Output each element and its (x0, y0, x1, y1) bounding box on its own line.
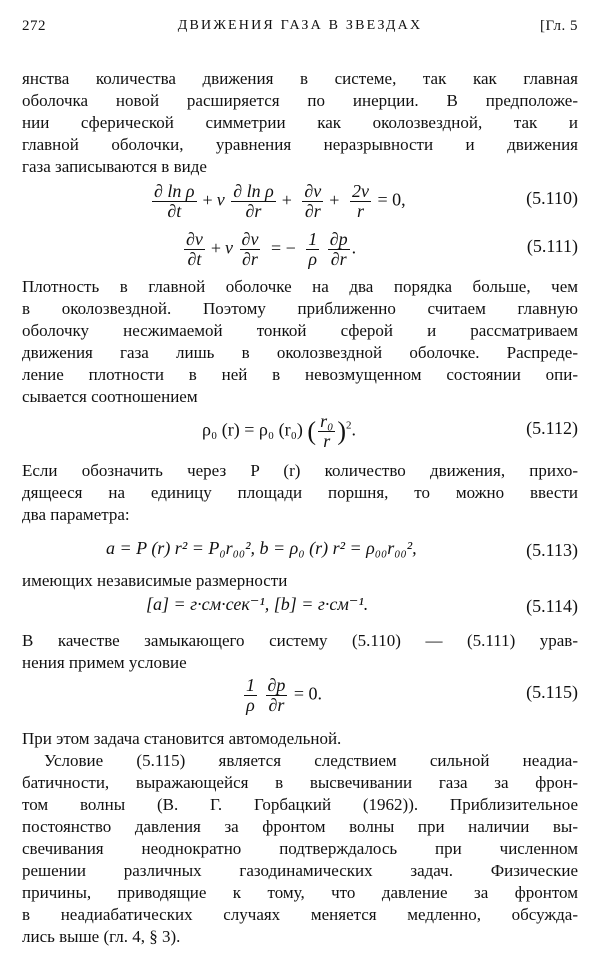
equation-number: (5.110) (526, 188, 578, 208)
text-line: имеющих независимые размерности (22, 571, 288, 590)
equation-5-112 (22, 408, 578, 450)
running-title: ДВИЖЕНИЯ ГАЗА В ЗВЕЗДАХ (177, 18, 423, 33)
text-line: главной оболочки, уравнения неразрывности и движения (22, 135, 578, 154)
fraction: $\frac{1}{\rho}$ (308, 229, 318, 269)
fraction: $\frac{\text{∂ ln ρ}}{\partial r}$ (233, 181, 274, 221)
fraction: $\frac{\partial v}{\partial r}$ (304, 181, 322, 221)
equation-number: (5.111) (526, 236, 578, 256)
text-line: постоянство давления за фронтом волны при наличии вы- (22, 817, 578, 836)
equation-5-115 (22, 672, 578, 714)
fraction: $\frac{\partial p}{\partial r}$ (329, 229, 348, 269)
text-line: причины, приводящие к тому, что давление за фронтом (22, 883, 578, 902)
text-line: два параметра: (22, 505, 130, 524)
text-line: Плотность в главной оболочке на два порядка больше, чем (22, 277, 578, 296)
paragraph-parameters (22, 460, 578, 526)
text-line: лись выше (гл. 4, § 3). (22, 927, 181, 946)
page-header (22, 18, 578, 46)
page-number: 272 (22, 18, 46, 34)
fraction: $\frac{2v}{r}$ (351, 181, 369, 221)
text-line: При этом задача становится автомодельной. (22, 729, 342, 748)
equation-5-111 (22, 226, 578, 268)
equation-number: (5.114) (526, 596, 578, 616)
text-line: батичности, выражающейся в высвечивании газа за фрон- (22, 773, 578, 792)
text-line: В качестве замыкающего систему (5.110) — (5.111) урав- (22, 631, 578, 650)
text-line: ление плотности в ней в невозмущенном состоянии опи- (22, 365, 578, 384)
formula: a = P (r) r² = P₀r₀₀², b = ρ₀ (r) r² = ρ₀₀r₀₀², (106, 538, 417, 558)
text-line: нии сферической симметрии как околозвездной, так и (22, 113, 578, 132)
fraction: $\frac{\partial p}{\partial r}$ (267, 675, 286, 715)
text-line: янства количества движения в системе, так как главная (22, 69, 578, 88)
text-line: движения газа лишь в околозвездной оболочке. Распреде- (22, 343, 578, 362)
text-line: газа записываются в виде (22, 157, 207, 176)
paragraph-intro (22, 68, 578, 178)
text-line: нения примем условие (22, 653, 187, 672)
chapter-reference: [Гл. 5 (539, 18, 578, 34)
fraction: $\frac{\text{r₀}}{r}$ (320, 411, 334, 451)
equation-5-114 (22, 586, 578, 628)
paragraph-closing-condition (22, 630, 578, 674)
formula: ρ₀ (r) = ρ₀ (r₀) ( $\frac{\text{r₀}}{r}$ )$^2$. (202, 411, 357, 451)
paragraph-density (22, 276, 578, 408)
text-line: сывается соотношением (22, 387, 198, 406)
formula: $\frac{\text{∂ ln ρ}}{\partial t}$ + v $\frac{\text{∂ ln ρ}}{\partial r}$ + $\frac{\partial v}{\partial r}$ + $\frac{2v}{r}$ = 0, (154, 181, 406, 221)
text-line: Условие (5.115) является следствием сильной неадиа- (44, 751, 578, 770)
equation-5-110 (22, 178, 578, 220)
paragraph-self-similar (22, 728, 578, 750)
text-line: оболочка новой расширяется по инерции. В предположе- (22, 91, 578, 110)
fraction: $\frac{\partial v}{\partial t}$ (186, 229, 203, 269)
equation-5-113 (22, 530, 578, 572)
equation-number: (5.115) (526, 682, 578, 702)
fraction: $\frac{\text{∂ ln ρ}}{\partial t}$ (154, 181, 195, 221)
fraction: $\frac{1}{\rho}$ (246, 675, 255, 715)
text-line: решении различных газодинамических задач. Физические (22, 861, 578, 880)
text-line: дящееся на единицу площади поршня, то можно ввести (22, 483, 578, 502)
fraction: $\frac{\partial v}{\partial r}$ (241, 229, 259, 269)
text-line: свечивания неоднократно подтверждалось при численном (22, 839, 578, 858)
paragraph-condition-discussion (22, 750, 578, 948)
text-line: в неадиабатических случаях меняется медленно, обсужда- (22, 905, 578, 924)
text-line: том волны (В. Г. Горбацкий (1962)). Приблизительное (22, 795, 578, 814)
text-line: Если обозначить через P (r) количество движения, прихо- (22, 461, 578, 480)
text-line: оболочку несжимаемой тонкой сферой и рассматриваем (22, 321, 578, 340)
equation-number: (5.112) (526, 418, 578, 438)
formula: [a] = г·см·сек⁻¹, [b] = г·см⁻¹. (146, 594, 369, 614)
equation-number: (5.113) (526, 540, 578, 560)
formula: $\frac{\partial v}{\partial t}$ + v $\frac{\partial v}{\partial r}$ = − $\frac{1}{\rho}$ $\frac{\partial p}{\partial r}$ . (186, 229, 357, 269)
text-line: в околозвездной. Поэтому приближенно считаем главную (22, 299, 578, 318)
formula: $\frac{1}{\rho}$ $\frac{\partial p}{\partial r}$ = 0. (246, 675, 323, 715)
